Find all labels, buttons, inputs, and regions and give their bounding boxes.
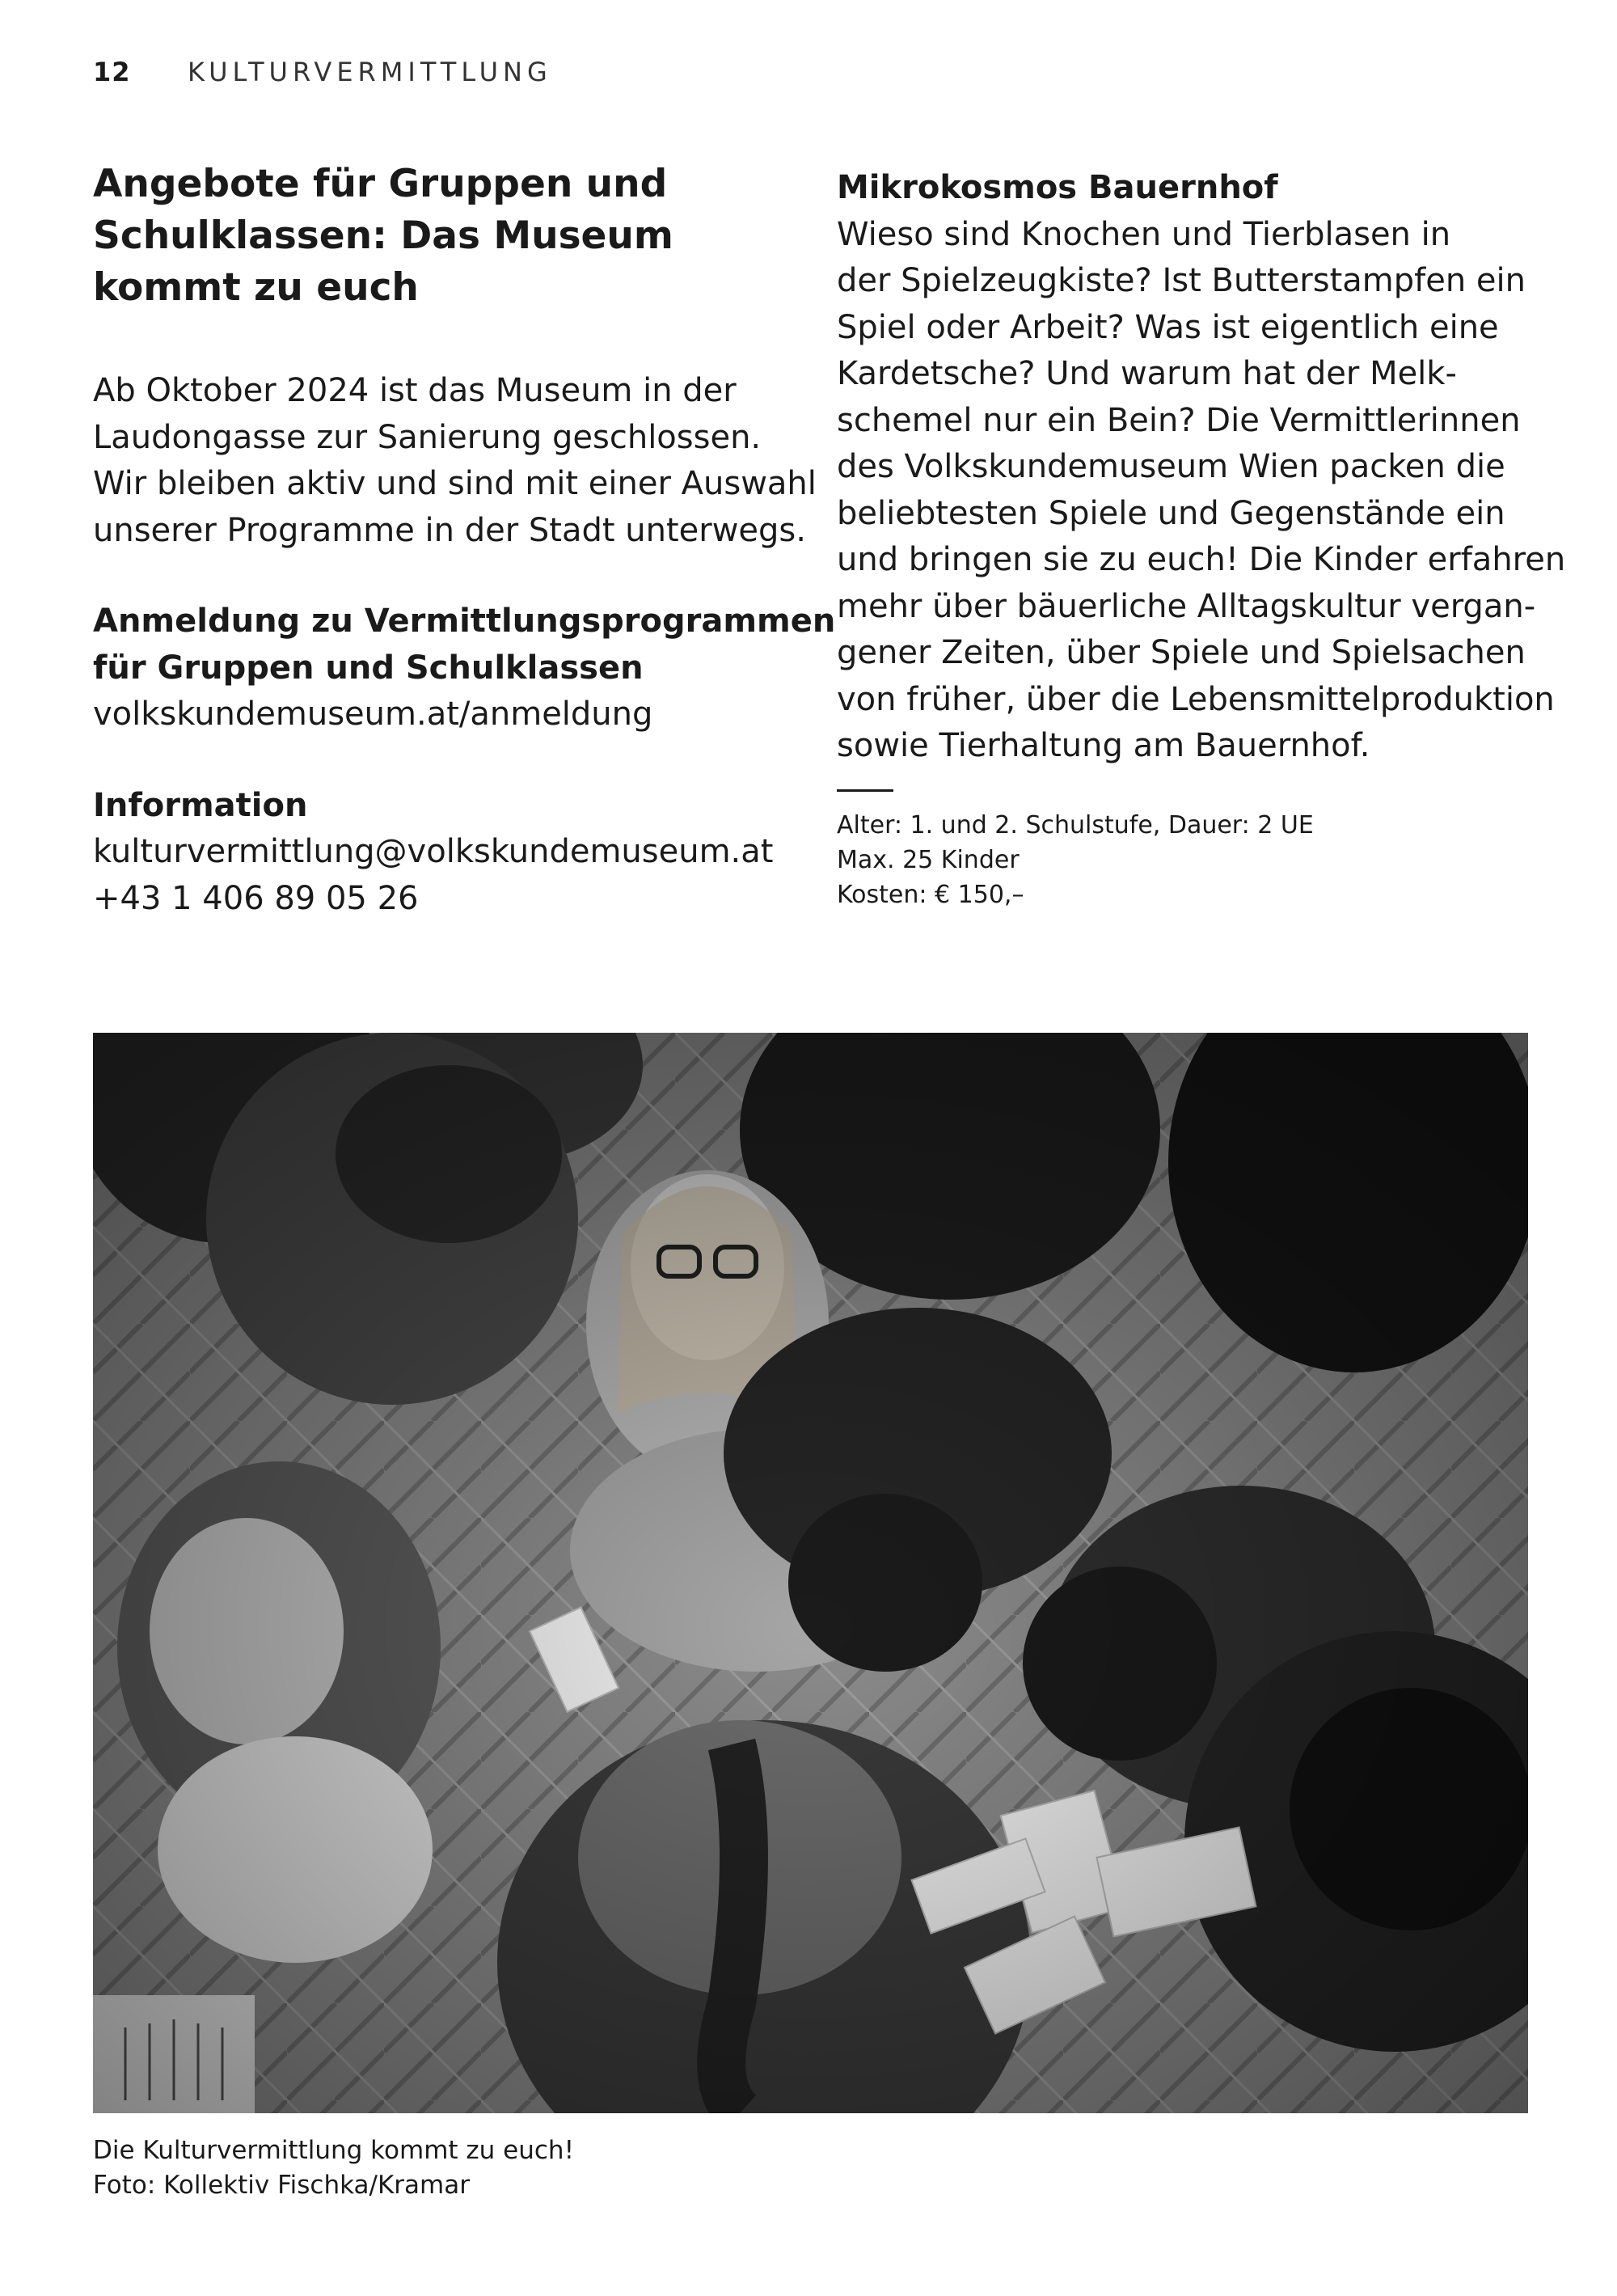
- right-column: [837, 165, 1566, 912]
- description-line: sowie Tierhaltung am Bauernhof.: [837, 727, 1370, 764]
- age-duration: Alter: 1. und 2. Schulstufe, Dauer: 2 UE: [837, 810, 1314, 839]
- description-line: des Volkskundemuseum Wien packen die: [837, 448, 1505, 485]
- intro-line: Wir bleiben aktiv und sind mit einer Auswahl: [93, 465, 817, 502]
- intro-paragraph: [93, 368, 817, 554]
- intro-line: unserer Programme in der Stadt unterwegs.: [93, 511, 806, 549]
- registration-block: [93, 598, 836, 738]
- program-description: [837, 212, 1566, 770]
- photo-caption: [93, 2133, 1467, 2203]
- description-line: mehr über bäuerliche Alltagskultur vergan-: [837, 587, 1536, 625]
- description-line: Spiel oder Arbeit? Was ist eigentlich eine: [837, 308, 1499, 346]
- left-column: [93, 159, 836, 922]
- photo-credit: Foto: Kollektiv Fischka/Kramar: [93, 2171, 470, 2200]
- information-heading: Information: [93, 786, 308, 824]
- program-details: [837, 808, 1548, 912]
- description-line: der Spielzeugkiste? Ist Butterstampfen ein: [837, 262, 1526, 299]
- registration-heading: für Gruppen und Schulklassen: [93, 649, 644, 687]
- information-block: [93, 783, 788, 923]
- description-line: schemel nur ein Bein? Die Vermittlerinnen: [837, 401, 1521, 439]
- description-line: von früher, über die Lebensmittelproduktion: [837, 680, 1555, 718]
- registration-link[interactable]: volkskundemuseum.at/anmeldung: [93, 696, 653, 733]
- title-line: Angebote für Gruppen und: [93, 162, 668, 206]
- max-participants: Max. 25 Kinder: [837, 845, 1020, 874]
- page-number: 12: [93, 57, 131, 87]
- description-line: und bringen sie zu euch! Die Kinder erfahren: [837, 541, 1566, 578]
- title-line: kommt zu euch: [93, 265, 419, 310]
- description-line: Wieso sind Knochen und Tierblasen in: [837, 215, 1451, 253]
- description-line: beliebtesten Spiele und Gegenstände ein: [837, 494, 1505, 532]
- intro-line: Ab Oktober 2024 ist das Museum in der: [93, 372, 737, 409]
- email-link[interactable]: kulturvermittlung@volkskundemuseum.at: [93, 833, 774, 870]
- caption-text: Die Kulturvermittlung kommt zu euch!: [93, 2136, 575, 2165]
- registration-heading: Anmeldung zu Vermittlungsprogrammen: [93, 603, 836, 640]
- phone-number[interactable]: +43 1 406 89 05 26: [93, 879, 419, 917]
- program-title: Mikrokosmos Bauernhof: [837, 169, 1278, 206]
- cost: Kosten: € 150,–: [837, 880, 1024, 909]
- divider: [837, 789, 893, 792]
- intro-line: Laudongasse zur Sanierung geschlossen.: [93, 418, 762, 456]
- title-line: Schulklassen: Das Museum: [93, 214, 673, 258]
- page-title: [93, 159, 788, 314]
- section-label: KULTURVERMITTLUNG: [188, 57, 552, 87]
- photo-illustration: [93, 1033, 1528, 2113]
- description-line: Kardetsche? Und warum hat der Melk-: [837, 355, 1457, 392]
- group-photo: [93, 1033, 1528, 2113]
- description-line: gener Zeiten, über Spiele und Spielsachen: [837, 634, 1526, 671]
